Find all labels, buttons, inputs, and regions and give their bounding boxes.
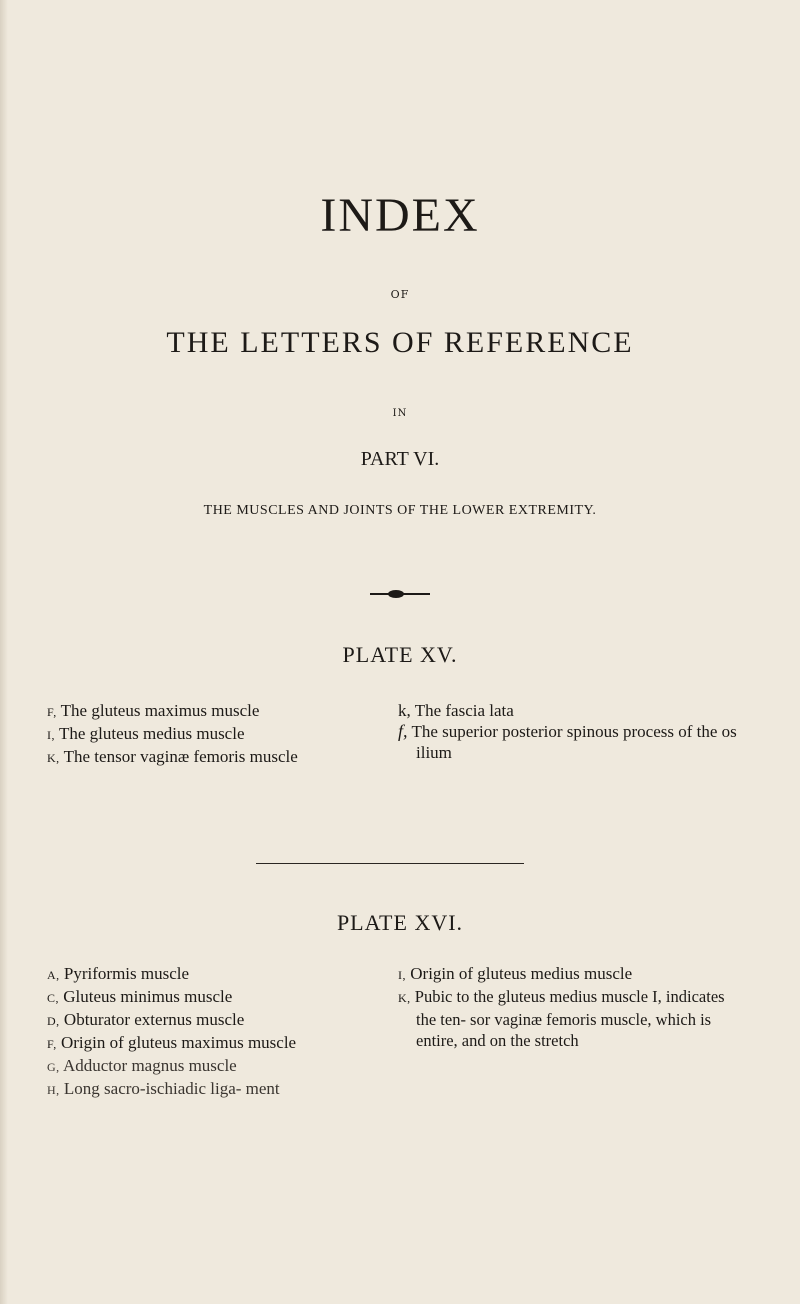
reference-text: The tensor vaginæ femoris muscle (63, 747, 298, 766)
plate-xvi-right-column (398, 963, 728, 1051)
reference-letter: F, (47, 1037, 57, 1051)
reference-entry (47, 700, 392, 723)
reference-entry (398, 700, 738, 721)
reference-text: Obturator externus muscle (63, 1010, 245, 1029)
reference-letter: I, (398, 968, 406, 982)
reference-entry (47, 963, 377, 986)
reference-text: The fascia lata (414, 701, 514, 720)
reference-text: Origin of gluteus medius muscle (410, 964, 633, 983)
reference-letter: I, (47, 728, 55, 742)
plate-xvi-title: PLATE XVI. (336, 910, 464, 935)
reference-letter: f, (398, 721, 408, 741)
plate-xv-title: PLATE XV. (342, 642, 458, 667)
reference-letter: k, (398, 701, 411, 720)
index-title: INDEX (320, 189, 480, 242)
reference-letter: A, (47, 968, 60, 982)
reference-text: The gluteus maximus muscle (60, 701, 260, 720)
reference-letter: H, (47, 1083, 60, 1097)
reference-letter: K, (398, 991, 411, 1005)
in-label: IN (392, 408, 408, 419)
reference-entry (398, 986, 728, 1051)
reference-letter: C, (47, 991, 60, 1005)
of-label: OF (390, 288, 410, 301)
letters-title: THE LETTERS OF REFERENCE (166, 326, 634, 359)
part-title: PART VI. (360, 448, 440, 470)
reference-entry (47, 1078, 377, 1101)
reference-text: Gluteus minimus muscle (63, 987, 233, 1006)
reference-entry (398, 721, 738, 763)
reference-letter: G, (47, 1060, 60, 1074)
reference-entry (47, 723, 392, 746)
reference-entry (47, 746, 392, 769)
plate-xv-left-column (47, 700, 392, 769)
reference-entry (398, 963, 728, 986)
part-subtitle: THE MUSCLES AND JOINTS OF THE LOWER EXTREMITY. (203, 503, 597, 518)
reference-text: Pubic to the gluteus medius muscle I, indicates the ten- sor vaginæ femoris muscle, which is entire, and on the stretch (414, 987, 725, 1050)
reference-entry (47, 1009, 377, 1032)
reference-letter: K, (47, 751, 60, 765)
reference-text: Adductor magnus muscle (62, 1056, 237, 1075)
reference-entry (47, 986, 377, 1009)
plate-xv-right-column (398, 700, 738, 763)
reference-entry (47, 1055, 377, 1078)
reference-entry (47, 1032, 377, 1055)
section-divider (256, 863, 524, 864)
reference-text: The superior posterior spinous process of the os ilium (411, 722, 737, 762)
reference-text: Pyriformis muscle (63, 964, 190, 983)
ornament-rule (370, 593, 430, 595)
reference-letter: F, (47, 705, 57, 719)
reference-text: The gluteus medius muscle (58, 724, 245, 743)
reference-text: Origin of gluteus maximus muscle (60, 1033, 297, 1052)
reference-text: Long sacro-ischiadic liga- ment (63, 1079, 280, 1098)
plate-xvi-left-column (47, 963, 377, 1101)
reference-letter: D, (47, 1014, 60, 1028)
